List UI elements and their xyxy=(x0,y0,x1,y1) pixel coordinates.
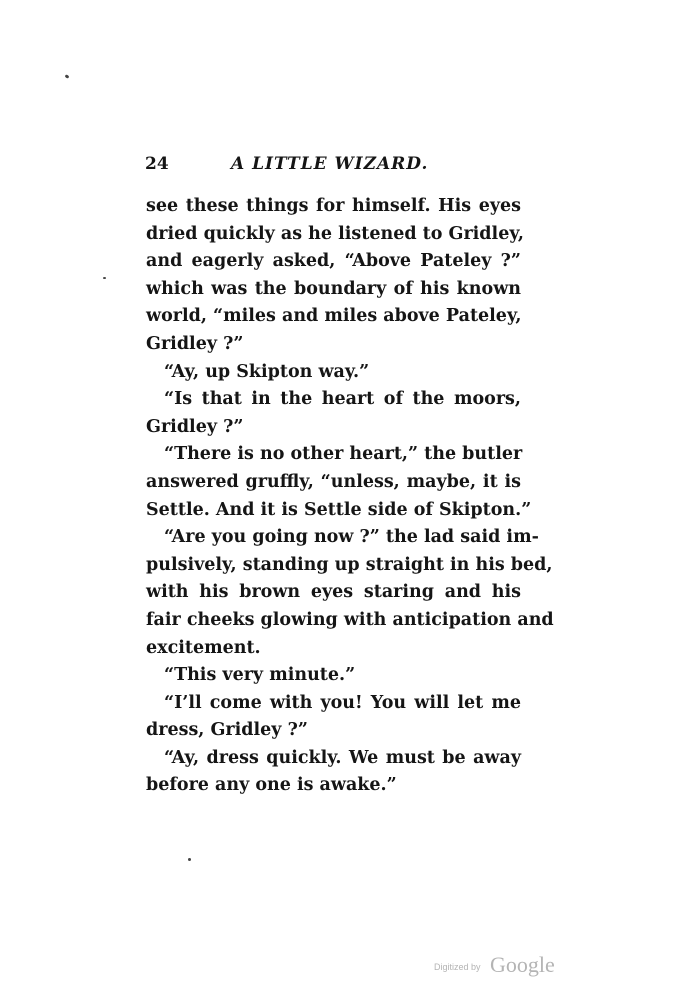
text-line: with his brown eyes staring and his xyxy=(146,582,521,603)
text-line: answered gruffly, “unless, maybe, it is xyxy=(146,471,521,492)
text-line: and eagerly asked, “Above Pateley ?” xyxy=(146,251,521,272)
page-number: 24 xyxy=(145,154,169,174)
running-title: A LITTLE WIZARD. xyxy=(231,154,429,174)
page-speck xyxy=(188,858,191,861)
text-line: “Ay, up Skipton way.” xyxy=(164,361,370,382)
text-line: pulsively, standing up straight in his bed, xyxy=(146,554,553,575)
text-line: before any one is awake.” xyxy=(146,775,397,796)
text-line: Gridley ?” xyxy=(146,416,244,437)
text-line: “There is no other heart,” the butler xyxy=(164,444,523,465)
watermark-google-logo: Google xyxy=(490,952,555,977)
page-speck xyxy=(103,277,106,279)
text-line: see these things for himself. His eyes xyxy=(146,196,521,216)
text-line: excitement. xyxy=(146,637,261,658)
text-line: “Ay, dress quickly. We must be away xyxy=(164,747,521,768)
watermark-digitized-text: Digitized by xyxy=(434,962,481,972)
text-line: Settle. And it is Settle side of Skipton.” xyxy=(146,499,532,520)
text-line: “This very minute.” xyxy=(164,665,356,686)
text-line: “Are you going now ?” the lad said im- xyxy=(164,527,539,548)
text-line: “I’ll come with you! You will let me xyxy=(164,692,521,713)
text-line: fair cheeks glowing with anticipation and xyxy=(146,609,554,630)
text-line: world, “miles and miles above Pateley, xyxy=(146,306,522,327)
text-line: “Is that in the heart of the moors, xyxy=(164,389,521,410)
text-line: dried quickly as he listened to Gridley, xyxy=(146,223,524,244)
body-text xyxy=(146,193,554,800)
text-line: dress, Gridley ?” xyxy=(146,720,308,741)
page-speck xyxy=(65,74,70,79)
running-head xyxy=(145,154,525,180)
text-line: which was the boundary of his known xyxy=(146,278,521,299)
text-line: Gridley ?” xyxy=(146,333,244,354)
google-watermark xyxy=(434,952,574,982)
